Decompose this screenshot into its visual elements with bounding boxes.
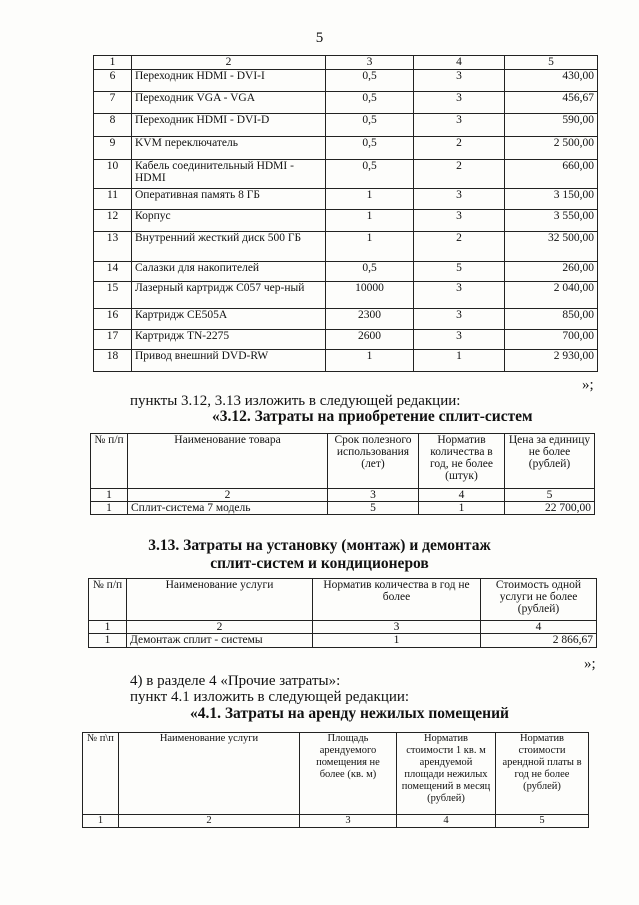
item-price: 22 700,00 — [505, 502, 595, 515]
service-name: Демонтаж сплит - системы — [127, 634, 313, 648]
item-life: 0,5 — [326, 70, 414, 92]
item-name: Привод внешний DVD-RW — [132, 350, 326, 372]
item-life: 0,5 — [326, 262, 414, 282]
item-price: 850,00 — [505, 309, 598, 330]
col-header: Площадь арендуемого помещения не более (кв. м) — [300, 733, 397, 815]
item-name: Оперативная память 8 ГБ — [132, 189, 326, 210]
item-qty: 3 — [414, 282, 505, 309]
item-name: Картридж CE505A — [132, 309, 326, 330]
item-name: Корпус — [132, 210, 326, 232]
table-index-row — [91, 489, 595, 502]
row-number: 7 — [94, 92, 132, 114]
item-price: 32 500,00 — [505, 232, 598, 262]
page-number: 5 — [315, 30, 324, 46]
index-cell: 1 — [89, 621, 127, 634]
table-index-row — [89, 621, 597, 634]
paragraph: 4) в разделе 4 «Прочие затраты»: — [130, 673, 341, 689]
service-qty: 1 — [313, 634, 481, 648]
index-cell: 2 — [119, 815, 300, 828]
item-qty: 3 — [414, 92, 505, 114]
item-life: 0,5 — [326, 160, 414, 189]
item-qty: 3 — [414, 210, 505, 232]
index-cell: 3 — [328, 489, 419, 502]
item-life: 1 — [326, 210, 414, 232]
index-cell: 2 — [132, 56, 326, 70]
item-price: 3 150,00 — [505, 189, 598, 210]
item-qty: 2 — [414, 137, 505, 160]
section-heading: сплит-систем и кондиционеров — [210, 555, 429, 572]
row-number: 1 — [89, 634, 127, 648]
table-row — [94, 160, 598, 189]
col-header: Стоимость одной услуги не более (рублей) — [481, 579, 597, 621]
row-number: 18 — [94, 350, 132, 372]
row-number: 11 — [94, 189, 132, 210]
table-row — [89, 634, 597, 648]
item-qty: 1 — [419, 502, 505, 515]
section-heading: 3.13. Затраты на установку (монтаж) и демонтаж — [148, 537, 491, 554]
row-number: 8 — [94, 114, 132, 137]
table-row — [94, 330, 598, 350]
item-name: Внутренний жесткий диск 500 ГБ — [132, 232, 326, 262]
table-row — [91, 502, 595, 515]
index-cell: 1 — [91, 489, 128, 502]
item-qty: 3 — [414, 114, 505, 137]
item-price: 660,00 — [505, 160, 598, 189]
item-qty: 3 — [414, 330, 505, 350]
index-cell: 5 — [505, 56, 598, 70]
item-price: 590,00 — [505, 114, 598, 137]
item-life: 1 — [326, 232, 414, 262]
table-header-row — [91, 434, 595, 489]
row-number: 12 — [94, 210, 132, 232]
item-name: Переходник HDMI - DVI-I — [132, 70, 326, 92]
table-header-row — [83, 733, 589, 815]
item-life: 5 — [328, 502, 419, 515]
col-header: Наименование услуги — [119, 733, 300, 815]
table-row — [94, 350, 598, 372]
row-number: 10 — [94, 160, 132, 189]
item-life: 0,5 — [326, 92, 414, 114]
table-row — [94, 92, 598, 114]
item-name: Переходник VGA - VGA — [132, 92, 326, 114]
col-header: Норматив количества в год не более — [313, 579, 481, 621]
item-qty: 1 — [414, 350, 505, 372]
item-name: KVM переключатель — [132, 137, 326, 160]
item-qty: 3 — [414, 309, 505, 330]
item-life: 0,5 — [326, 137, 414, 160]
item-life: 1 — [326, 350, 414, 372]
item-life: 2300 — [326, 309, 414, 330]
item-price: 2 500,00 — [505, 137, 598, 160]
table-row — [94, 282, 598, 309]
index-cell: 4 — [419, 489, 505, 502]
installation-table — [88, 578, 597, 648]
paragraph: пункты 3.12, 3.13 изложить в следующей редакции: — [130, 393, 461, 409]
item-life: 1 — [326, 189, 414, 210]
col-header: Норматив стоимости 1 кв. м арендуемой площади нежилых помещений в месяц (рублей) — [397, 733, 496, 815]
closing-quote: »; — [582, 377, 594, 393]
item-price: 430,00 — [505, 70, 598, 92]
index-cell: 3 — [300, 815, 397, 828]
index-cell: 5 — [496, 815, 589, 828]
item-name: Картридж TN-2275 — [132, 330, 326, 350]
item-name: Сплит-система 7 модель — [128, 502, 328, 515]
table-row — [94, 114, 598, 137]
item-qty: 5 — [414, 262, 505, 282]
index-cell: 4 — [414, 56, 505, 70]
item-price: 456,67 — [505, 92, 598, 114]
index-cell: 2 — [127, 621, 313, 634]
item-price: 3 550,00 — [505, 210, 598, 232]
row-number: 15 — [94, 282, 132, 309]
table-row — [94, 309, 598, 330]
closing-quote: »; — [584, 656, 596, 672]
index-cell: 1 — [83, 815, 119, 828]
section-heading: «3.12. Затраты на приобретение сплит-систем — [212, 408, 533, 425]
row-number: 9 — [94, 137, 132, 160]
index-cell: 2 — [128, 489, 328, 502]
index-cell: 5 — [505, 489, 595, 502]
col-header: Норматив количества в год, не более (штук) — [419, 434, 505, 489]
table-row — [94, 232, 598, 262]
row-number: 14 — [94, 262, 132, 282]
item-price: 2 040,00 — [505, 282, 598, 309]
item-name: Салазки для накопителей — [132, 262, 326, 282]
col-header: Наименование услуги — [127, 579, 313, 621]
equipment-table — [93, 55, 598, 372]
index-cell: 4 — [397, 815, 496, 828]
index-cell: 1 — [94, 56, 132, 70]
item-name: Лазерный картридж С057 чер-ный — [132, 282, 326, 309]
col-header: Наименование товара — [128, 434, 328, 489]
table-index-row — [83, 815, 589, 828]
table-row — [94, 189, 598, 210]
section-heading: «4.1. Затраты на аренду нежилых помещений — [190, 705, 509, 722]
table-index-row — [94, 56, 598, 70]
item-price: 260,00 — [505, 262, 598, 282]
item-qty: 3 — [414, 189, 505, 210]
item-qty: 2 — [414, 232, 505, 262]
col-header: Срок полезного использования (лет) — [328, 434, 419, 489]
rent-table — [82, 732, 589, 828]
row-number: 17 — [94, 330, 132, 350]
col-header: № п/п — [89, 579, 127, 621]
item-qty: 3 — [414, 70, 505, 92]
index-cell: 3 — [326, 56, 414, 70]
col-header: № п/п — [91, 434, 128, 489]
col-header: Норматив стоимости арендной платы в год не более (рублей) — [496, 733, 589, 815]
table-header-row — [89, 579, 597, 621]
item-name: Переходник HDMI - DVI-D — [132, 114, 326, 137]
index-cell: 4 — [481, 621, 597, 634]
col-header: № п\п — [83, 733, 119, 815]
table-row — [94, 70, 598, 92]
row-number: 1 — [91, 502, 128, 515]
item-life: 2600 — [326, 330, 414, 350]
row-number: 6 — [94, 70, 132, 92]
index-cell: 3 — [313, 621, 481, 634]
item-life: 10000 — [326, 282, 414, 309]
split-system-table — [90, 433, 595, 515]
row-number: 13 — [94, 232, 132, 262]
item-qty: 2 — [414, 160, 505, 189]
paragraph: пункт 4.1 изложить в следующей редакции: — [130, 689, 410, 705]
table-row — [94, 137, 598, 160]
row-number: 16 — [94, 309, 132, 330]
table-row — [94, 210, 598, 232]
item-life: 0,5 — [326, 114, 414, 137]
item-name: Кабель соединительный HDMI - HDMI — [132, 160, 326, 189]
service-price: 2 866,67 — [481, 634, 597, 648]
item-price: 2 930,00 — [505, 350, 598, 372]
col-header: Цена за единицу не более (рублей) — [505, 434, 595, 489]
table-row — [94, 262, 598, 282]
item-price: 700,00 — [505, 330, 598, 350]
